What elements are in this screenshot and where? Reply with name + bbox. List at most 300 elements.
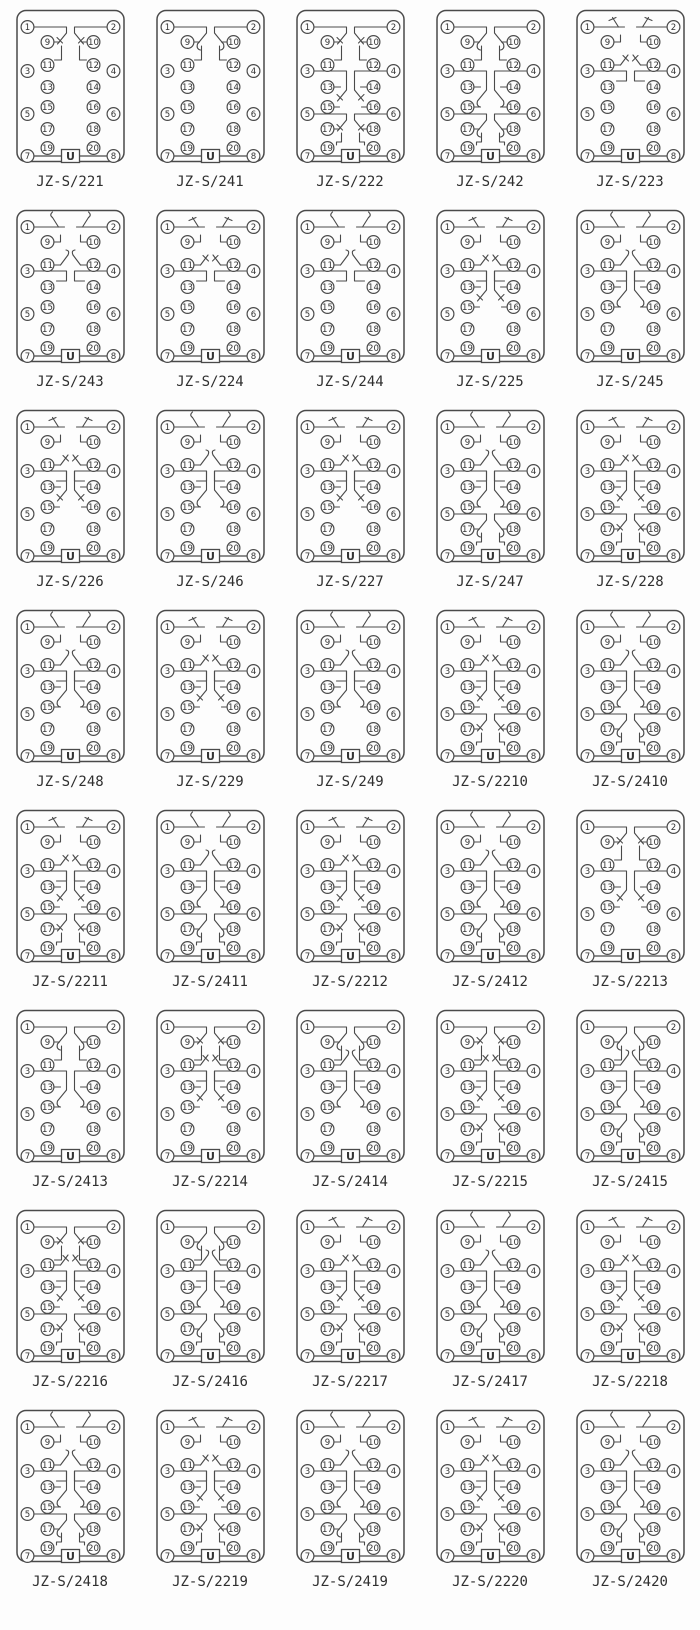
pin-12 (647, 659, 660, 672)
coil-u-label: U (205, 1550, 215, 1563)
pin-16 (87, 901, 100, 914)
pin-2 (247, 1221, 260, 1234)
svg-text:18: 18 (367, 1325, 379, 1335)
svg-text:13: 13 (181, 283, 193, 293)
pin-5 (301, 508, 314, 521)
pin-8 (247, 150, 260, 163)
svg-text:13: 13 (41, 1283, 53, 1293)
pin-4 (667, 465, 680, 478)
pin-5 (161, 508, 174, 521)
pin-11 (601, 1459, 614, 1472)
coil-u-box (481, 150, 499, 164)
pin-3 (581, 465, 594, 478)
pin-9 (321, 236, 334, 249)
svg-text:1: 1 (444, 623, 450, 633)
svg-text:17: 17 (181, 1525, 193, 1535)
svg-text:6: 6 (110, 910, 116, 920)
svg-text:17: 17 (41, 1325, 53, 1335)
svg-text:4: 4 (250, 867, 256, 877)
svg-text:8: 8 (530, 752, 536, 762)
pin-15 (321, 301, 334, 314)
svg-text:11: 11 (601, 261, 613, 271)
svg-text:4: 4 (670, 1267, 676, 1277)
pin-16 (507, 1301, 520, 1314)
pin-19 (321, 942, 334, 955)
svg-text:15: 15 (601, 303, 613, 313)
pin-15 (41, 1101, 54, 1114)
pin-5 (441, 108, 454, 121)
pin-20 (367, 1142, 380, 1155)
svg-text:10: 10 (87, 238, 99, 248)
pin-10 (647, 836, 660, 849)
pin-9 (41, 1236, 54, 1249)
pin-17 (41, 723, 54, 736)
svg-text:18: 18 (227, 725, 239, 735)
svg-text:4: 4 (530, 1467, 536, 1477)
pin-6 (527, 1308, 540, 1321)
relay-diagram-cell (560, 8, 700, 192)
pin-8 (387, 1550, 400, 1563)
svg-text:1: 1 (444, 223, 450, 233)
pin-20 (87, 1542, 100, 1555)
svg-text:13: 13 (321, 283, 333, 293)
pin-19 (181, 1542, 194, 1555)
pin-10 (227, 636, 240, 649)
svg-text:3: 3 (304, 667, 310, 677)
pin-8 (527, 1150, 540, 1163)
svg-text:10: 10 (87, 1038, 99, 1048)
pin-5 (441, 308, 454, 321)
svg-text:1: 1 (24, 23, 30, 33)
pin-5 (581, 508, 594, 521)
pin-20 (87, 942, 100, 955)
socket-outline (437, 411, 544, 562)
svg-text:8: 8 (390, 752, 396, 762)
svg-text:18: 18 (367, 525, 379, 535)
pin-18 (87, 123, 100, 136)
svg-text:3: 3 (24, 867, 30, 877)
pin-9 (321, 1236, 334, 1249)
pin-3 (21, 465, 34, 478)
relay-diagram-cell (560, 408, 700, 592)
pin-17 (41, 323, 54, 336)
pin-7 (161, 750, 174, 763)
svg-text:4: 4 (670, 467, 676, 477)
pin-1 (21, 1421, 34, 1434)
svg-text:6: 6 (670, 1510, 676, 1520)
svg-text:11: 11 (601, 1261, 613, 1271)
svg-text:5: 5 (24, 110, 30, 120)
svg-text:12: 12 (227, 861, 239, 871)
pin-11 (601, 1259, 614, 1272)
svg-text:20: 20 (507, 744, 519, 754)
svg-text:13: 13 (41, 283, 53, 293)
svg-text:10: 10 (647, 438, 659, 448)
relay-diagram-cell (280, 608, 420, 792)
pin-5 (161, 708, 174, 721)
svg-text:2: 2 (670, 1423, 676, 1433)
svg-text:8: 8 (530, 352, 536, 362)
pin-13 (321, 881, 334, 894)
svg-text:18: 18 (87, 125, 99, 135)
coil-u-label: U (65, 1350, 75, 1363)
coil-u-box (61, 1350, 79, 1364)
coil-u-box (201, 1550, 219, 1564)
pin-2 (667, 1421, 680, 1434)
pin-2 (667, 221, 680, 234)
svg-text:6: 6 (670, 310, 676, 320)
pin-13 (181, 281, 194, 294)
svg-text:20: 20 (647, 1344, 659, 1354)
pin-16 (87, 101, 100, 114)
svg-text:4: 4 (390, 1467, 396, 1477)
pin-18 (87, 1123, 100, 1136)
pin-5 (161, 908, 174, 921)
pin-6 (247, 1108, 260, 1121)
pin-16 (507, 1101, 520, 1114)
coil-u-label: U (625, 150, 635, 163)
svg-text:3: 3 (444, 1267, 450, 1277)
pin-12 (227, 59, 240, 72)
svg-text:5: 5 (304, 1110, 310, 1120)
svg-text:15: 15 (41, 703, 53, 713)
svg-text:16: 16 (87, 703, 99, 713)
pin-15 (601, 301, 614, 314)
pin-17 (181, 323, 194, 336)
socket-diagram (574, 8, 687, 167)
pin-12 (367, 1259, 380, 1272)
svg-text:6: 6 (250, 310, 256, 320)
pin-8 (247, 950, 260, 963)
coil-u-box (481, 1150, 499, 1164)
pin-2 (667, 621, 680, 634)
pin-11 (41, 659, 54, 672)
svg-text:11: 11 (321, 661, 333, 671)
coil-u-label: U (65, 150, 75, 163)
svg-text:4: 4 (390, 667, 396, 677)
pin-5 (441, 708, 454, 721)
pin-6 (247, 708, 260, 721)
pin-3 (581, 665, 594, 678)
svg-text:10: 10 (507, 638, 519, 648)
svg-text:16: 16 (367, 503, 379, 513)
socket-diagram (14, 208, 127, 367)
pin-16 (367, 101, 380, 114)
diagram-label: JZ-S/249 (316, 774, 384, 790)
relay-diagram-cell (0, 408, 140, 592)
socket-outline (437, 1411, 544, 1562)
pin-2 (107, 1021, 120, 1034)
pin-13 (41, 881, 54, 894)
pin-5 (21, 108, 34, 121)
pin-16 (87, 1501, 100, 1514)
relay-diagram-cell (140, 808, 280, 992)
pin-5 (441, 1508, 454, 1521)
diagram-label: JZ-S/224 (176, 374, 244, 390)
svg-text:2: 2 (530, 23, 536, 33)
diagram-label: JZ-S/244 (316, 374, 384, 390)
svg-text:17: 17 (601, 925, 613, 935)
socket-diagram (294, 208, 407, 367)
svg-text:14: 14 (87, 83, 99, 93)
coil-u-label: U (485, 1550, 495, 1563)
socket-diagram (154, 1408, 267, 1567)
pin-10 (507, 1036, 520, 1049)
svg-text:8: 8 (110, 952, 116, 962)
pin-8 (667, 1150, 680, 1163)
pin-18 (227, 1523, 240, 1536)
pin-11 (601, 659, 614, 672)
pin-1 (161, 221, 174, 234)
pin-5 (581, 708, 594, 721)
svg-text:6: 6 (670, 910, 676, 920)
pin-14 (367, 81, 380, 94)
pin-11 (601, 259, 614, 272)
svg-text:15: 15 (321, 303, 333, 313)
pin-6 (527, 308, 540, 321)
socket-outline (577, 211, 684, 362)
pin-11 (601, 459, 614, 472)
svg-text:19: 19 (461, 544, 473, 554)
svg-text:14: 14 (227, 1483, 239, 1493)
pin-20 (227, 942, 240, 955)
pin-13 (181, 1281, 194, 1294)
pin-6 (387, 108, 400, 121)
pin-12 (507, 859, 520, 872)
svg-text:12: 12 (87, 1061, 99, 1071)
svg-text:13: 13 (181, 1083, 193, 1093)
svg-text:4: 4 (530, 667, 536, 677)
pin-15 (41, 501, 54, 514)
svg-text:6: 6 (110, 110, 116, 120)
svg-text:14: 14 (507, 483, 519, 493)
svg-text:10: 10 (367, 1438, 379, 1448)
pin-16 (367, 301, 380, 314)
pin-14 (227, 481, 240, 494)
svg-text:16: 16 (227, 503, 239, 513)
diagram-label: JZ-S/2218 (592, 1374, 668, 1390)
pin-7 (581, 1150, 594, 1163)
svg-text:14: 14 (367, 83, 379, 93)
svg-text:5: 5 (444, 1310, 450, 1320)
pin-19 (41, 1142, 54, 1155)
svg-text:11: 11 (601, 1061, 613, 1071)
pin-3 (581, 1465, 594, 1478)
svg-text:11: 11 (41, 1061, 53, 1071)
svg-text:15: 15 (461, 703, 473, 713)
pin-11 (601, 59, 614, 72)
svg-text:16: 16 (367, 1503, 379, 1513)
socket-diagram (14, 1408, 127, 1567)
svg-text:13: 13 (321, 883, 333, 893)
socket-outline (17, 211, 124, 362)
pin-17 (181, 723, 194, 736)
svg-text:7: 7 (24, 352, 30, 362)
pin-18 (507, 323, 520, 336)
pin-18 (507, 723, 520, 736)
pin-6 (387, 908, 400, 921)
pin-3 (161, 665, 174, 678)
pin-12 (87, 259, 100, 272)
pin-2 (667, 21, 680, 34)
svg-text:9: 9 (604, 38, 610, 48)
svg-text:2: 2 (110, 823, 116, 833)
svg-text:15: 15 (601, 1103, 613, 1113)
svg-text:19: 19 (41, 1344, 53, 1354)
pin-6 (387, 508, 400, 521)
pin-14 (227, 1281, 240, 1294)
svg-text:19: 19 (181, 1344, 193, 1354)
svg-text:14: 14 (227, 83, 239, 93)
svg-text:10: 10 (227, 838, 239, 848)
pin-5 (301, 1308, 314, 1321)
pin-1 (301, 421, 314, 434)
pin-2 (527, 1421, 540, 1434)
svg-text:2: 2 (390, 1023, 396, 1033)
socket-diagram (294, 608, 407, 767)
pin-16 (227, 1101, 240, 1114)
pin-2 (387, 621, 400, 634)
svg-text:11: 11 (461, 261, 473, 271)
coil-u-label: U (345, 550, 355, 563)
svg-text:4: 4 (670, 67, 676, 77)
coil-u-box (481, 750, 499, 764)
svg-text:17: 17 (321, 125, 333, 135)
pin-6 (527, 508, 540, 521)
pin-11 (181, 459, 194, 472)
svg-text:2: 2 (670, 823, 676, 833)
svg-text:7: 7 (304, 1152, 310, 1162)
pin-8 (247, 750, 260, 763)
pin-2 (107, 1421, 120, 1434)
pin-8 (527, 1350, 540, 1363)
svg-text:13: 13 (461, 1083, 473, 1093)
coil-u-label: U (345, 750, 355, 763)
pin-12 (647, 1259, 660, 1272)
pin-16 (367, 701, 380, 714)
pin-13 (461, 1081, 474, 1094)
pin-4 (247, 665, 260, 678)
pin-11 (321, 459, 334, 472)
pin-7 (441, 350, 454, 363)
svg-text:2: 2 (390, 223, 396, 233)
svg-text:11: 11 (321, 1261, 333, 1271)
svg-text:19: 19 (181, 744, 193, 754)
pin-5 (21, 708, 34, 721)
pin-10 (227, 836, 240, 849)
pin-14 (647, 481, 660, 494)
pin-2 (387, 21, 400, 34)
relay-diagram-cell (0, 1008, 140, 1192)
coil-u-box (201, 550, 219, 564)
svg-text:13: 13 (321, 1483, 333, 1493)
pin-7 (161, 950, 174, 963)
svg-text:13: 13 (601, 683, 613, 693)
coil-u-box (201, 750, 219, 764)
svg-text:1: 1 (164, 23, 170, 33)
svg-text:2: 2 (390, 1423, 396, 1433)
svg-text:1: 1 (304, 623, 310, 633)
svg-text:2: 2 (390, 1223, 396, 1233)
coil-u-box (341, 1350, 359, 1364)
pin-1 (581, 421, 594, 434)
coil-u-label: U (625, 350, 635, 363)
svg-text:13: 13 (461, 683, 473, 693)
svg-text:8: 8 (250, 752, 256, 762)
pin-9 (181, 636, 194, 649)
svg-text:2: 2 (670, 623, 676, 633)
pin-16 (647, 1101, 660, 1114)
pin-2 (527, 1221, 540, 1234)
svg-text:10: 10 (87, 438, 99, 448)
pin-8 (247, 350, 260, 363)
pin-8 (387, 150, 400, 163)
svg-text:7: 7 (584, 352, 590, 362)
pin-2 (247, 1421, 260, 1434)
pin-15 (321, 1101, 334, 1114)
pin-6 (667, 1508, 680, 1521)
pin-20 (367, 342, 380, 355)
svg-text:9: 9 (184, 638, 190, 648)
pin-9 (321, 36, 334, 49)
pin-6 (387, 1308, 400, 1321)
svg-text:1: 1 (24, 1423, 30, 1433)
pin-14 (87, 1081, 100, 1094)
pin-2 (527, 1021, 540, 1034)
pin-4 (247, 1465, 260, 1478)
pin-1 (161, 621, 174, 634)
pin-15 (461, 701, 474, 714)
pin-9 (41, 1036, 54, 1049)
pin-19 (461, 742, 474, 755)
pin-14 (367, 681, 380, 694)
svg-text:8: 8 (530, 952, 536, 962)
pin-10 (227, 1036, 240, 1049)
svg-text:16: 16 (507, 303, 519, 313)
svg-text:1: 1 (24, 423, 30, 433)
pin-14 (87, 481, 100, 494)
svg-text:13: 13 (321, 1083, 333, 1093)
svg-text:15: 15 (41, 503, 53, 513)
pin-13 (601, 881, 614, 894)
svg-text:8: 8 (110, 552, 116, 562)
pin-5 (161, 1508, 174, 1521)
svg-text:2: 2 (390, 823, 396, 833)
svg-text:5: 5 (444, 710, 450, 720)
pin-14 (507, 1281, 520, 1294)
pin-12 (227, 1459, 240, 1472)
svg-text:5: 5 (164, 1310, 170, 1320)
pin-20 (227, 1342, 240, 1355)
pin-18 (367, 523, 380, 536)
pin-20 (507, 342, 520, 355)
coil-u-label: U (205, 150, 215, 163)
svg-text:20: 20 (367, 944, 379, 954)
svg-text:13: 13 (461, 883, 473, 893)
svg-text:2: 2 (110, 223, 116, 233)
svg-text:19: 19 (41, 344, 53, 354)
pin-11 (181, 59, 194, 72)
svg-text:10: 10 (367, 1038, 379, 1048)
svg-text:12: 12 (507, 461, 519, 471)
diagram-label: JZ-S/229 (176, 774, 244, 790)
pin-11 (461, 1059, 474, 1072)
svg-text:19: 19 (41, 544, 53, 554)
svg-text:10: 10 (227, 238, 239, 248)
pin-17 (321, 523, 334, 536)
pin-20 (647, 742, 660, 755)
pin-20 (87, 342, 100, 355)
